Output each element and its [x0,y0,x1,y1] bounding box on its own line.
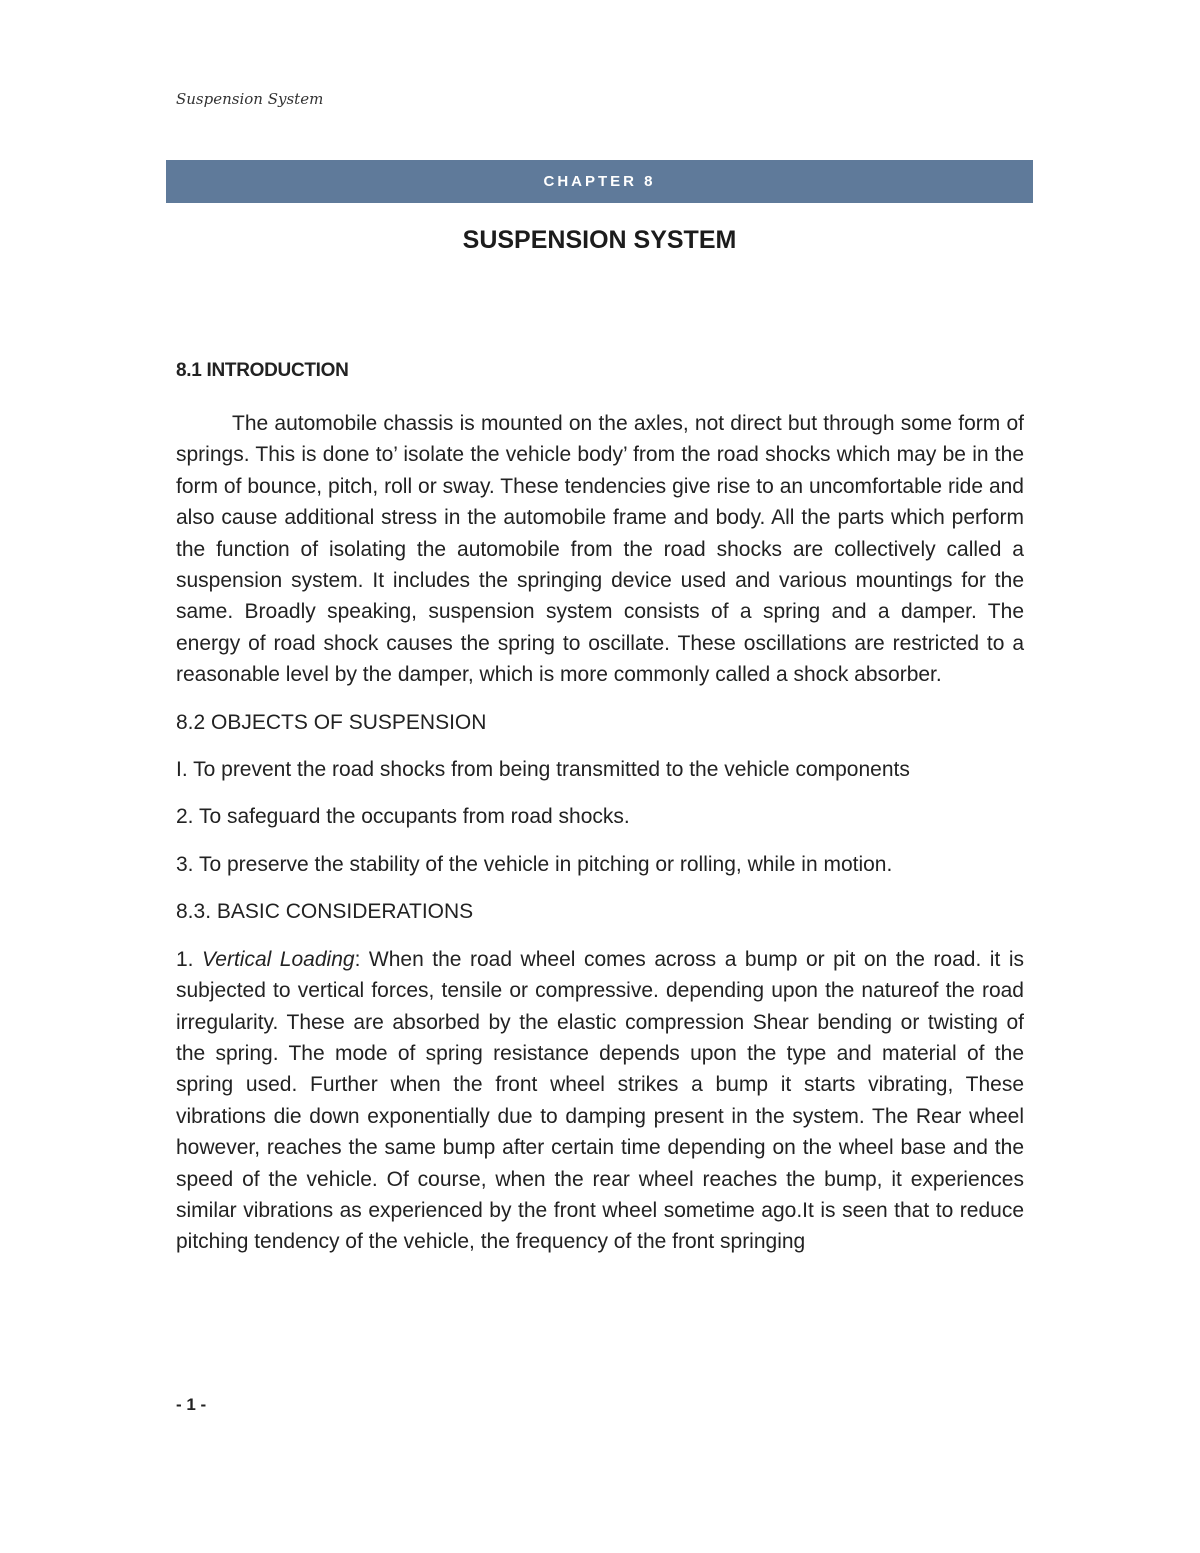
objects-list-item-3: 3. To preserve the stability of the vehicle in pitching or rolling, while in motion. [176,852,893,876]
body-content [176,357,1024,1258]
section-heading-basic-considerations: 8.3. BASIC CONSIDERATIONS [176,900,474,924]
chapter-banner [166,160,1033,203]
running-header: Suspension System [176,90,324,108]
objects-list-item-2: 2. To safeguard the occupants from road shocks. [176,805,630,829]
introduction-paragraph: The automobile chassis is mounted on the axles, not direct but through some form of springs. This is done to’ isolate the vehicle body’ from the road shocks which may be in the form of bounce, pitch, roll or sway. These tendencies give rise to an uncomfortable ride and also cause additional stress in the automobile frame and body. All the parts which perform the function of isolating the automobile from the road shocks are collectively called a suspension system. It includes the springing device used and various mountings for the same. Broadly speaking, suspension system consists of a spring and a damper. The energy of road shock causes the spring to oscillate. These oscillations are restricted to a reasonable level by the damper, which is more commonly called a shock absorber. [176,412,1024,687]
chapter-title: SUSPENSION SYSTEM [462,226,737,254]
chapter-label: CHAPTER 8 [543,173,656,190]
item-text: : When the road wheel comes across a bump or pit on the road. it is subjected to vertical forces, tensile or compressive. depending upon the natureof the road irregularity. These are absorbed by the elastic compression Shear bending or twisting of the spring. The mode of spring resistance depends upon the type and material of the spring used. Further when the front wheel strikes a bump it starts vibrating, These vibrations die down exponentially due to damping present in the system. The Rear wheel however, reaches the same bump after certain time depending on the wheel base and the speed of the vehicle. Of course, when the rear wheel reaches the bump, it experiences similar vibrations as experienced by the front wheel sometime ago.It is seen that to reduce pitching tendency of the vehicle, the frequency of the front springing [176,947,1024,1254]
item-term: Vertical Loading [202,947,355,971]
section-heading-introduction: 8.1 INTRODUCTION [176,360,349,381]
objects-list-item-1: I. To prevent the road shocks from being transmitted to the vehicle components [176,758,910,782]
page-number: - 1 - [176,1395,207,1414]
item-number: 1. [176,947,194,971]
basic-considerations-paragraph [176,944,1024,1258]
section-heading-objects: 8.2 OBJECTS OF SUSPENSION [176,710,487,734]
